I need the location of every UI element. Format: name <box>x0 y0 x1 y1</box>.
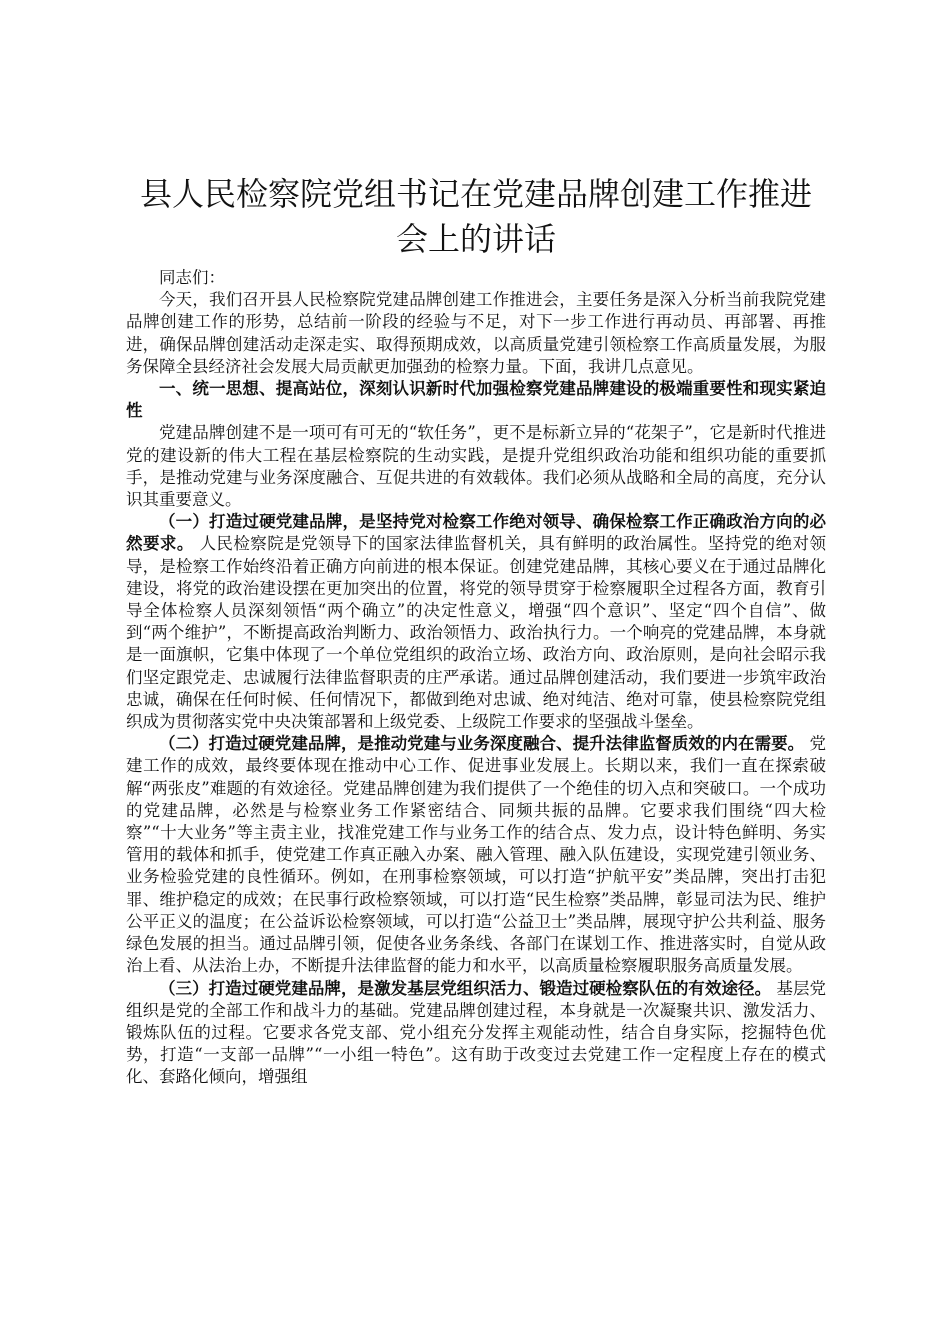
section-1-heading: 一、统一思想、提高站位，深刻认识新时代加强检察党建品牌建设的极端重要性和现实紧迫性 <box>126 379 826 421</box>
point-2-paragraph <box>126 733 826 977</box>
salutation: 同志们： <box>159 268 225 287</box>
document-title: 县人民检察院党组书记在党建品牌创建工作推进会上的讲话 <box>139 175 812 258</box>
point-1-lead: （一）打造过硬党建品牌，是坚持党对检察工作绝对领导、确保检察工作正确政治方向的必然要求。 <box>126 512 826 554</box>
point-2-lead: （二）打造过硬党建品牌，是推动党建与业务深度融合、提升法律监督质效的内在需要。 <box>159 734 805 754</box>
document-page <box>126 172 826 1089</box>
point-2-text: 党建工作的成效，最终要体现在推动中心工作、促进事业发展上。长期以来，我们一直在探索破解“两张皮”难题的有效途径。党建品牌创建为我们提供了一个绝佳的切入点和突破口。一个成功的党建品牌，必然是与检察业务工作紧密结合、同频共振的品牌。它要求我们围绕“四大检察”“十大业务”等主责主业，找准党建工作与业务工作的结合点、发力点，设计特色鲜明、务实管用的载体和抓手，使党建工作真正融入办案、融入管理、融入队伍建设，实现党建引领业务、业务检验党建的良性循环。例如，在刑事检察领域，可以打造“护航平安”类品牌，突出打击犯罪、维护稳定的成效；在民事行政检察领域，可以打造“民生检察”类品牌，彰显司法为民、维护公平正义的温度；在公益诉讼检察领域，可以打造“公益卫士”类品牌，展现守护公共利益、服务绿色发展的担当。通过品牌引领，促使各业务条线、各部门在谋划工作、推进落实时，自觉从政治上看、从法治上办，不断提升法律监督的能力和水平，以高质量检察履职服务高质量发展。 <box>126 734 827 976</box>
point-1-paragraph <box>126 511 826 733</box>
point-1-text: 人民检察院是党领导下的国家法律监督机关，具有鲜明的政治属性。坚持党的绝对领导，是检察工作始终沿着正确方向前进的根本保证。创建党建品牌，其核心要义在于通过品牌化建设，将党的政治建设摆在更加突出的位置，将党的领导贯穿于检察履职全过程各方面，教育引导全体检察人员深刻领悟“两个确立”的决定性意义，增强“四个意识”、坚定“四个自信”、做到“两个维护”，不断提高政治判断力、政治领悟力、政治执行力。一个响亮的党建品牌，本身就是一面旗帜，它集中体现了一个单位党组织的政治立场、政治方向、政治原则，是向社会昭示我们坚定跟党走、忠诚履行法律监督职责的庄严承诺。通过品牌创建活动，我们要进一步筑牢政治忠诚，确保在任何时候、任何情况下，都做到绝对忠诚、绝对纯洁、绝对可靠，使县检察院党组织成为贯彻落实党中央决策部署和上级党委、上级院工作要求的坚强战斗堡垒。 <box>126 534 826 732</box>
intro-paragraph: 今天，我们召开县人民检察院党建品牌创建工作推进会，主要任务是深入分析当前我院党建品牌创建工作的形势，总结前一阶段的经验与不足，对下一步工作进行再动员、再部署、再推进，确保品牌创建活动走深走实、取得预期成效，以高质量党建引领检察工作高质量发展，为服务保障全县经济社会发展大局贡献更加强劲的检察力量。下面，我讲几点意见。 <box>126 290 826 376</box>
point-3-text: 基层党组织是党的全部工作和战斗力的基础。党建品牌创建过程，本身就是一次凝聚共识、激发活力、锻炼队伍的过程。它要求各党支部、党小组充分发挥主观能动性，结合自身实际，挖掘特色优势，打造“一支部一品牌”“一小组一特色”。这有助于改变过去党建工作一定程度上存在的模式化、套路化倾向，增强组 <box>126 978 827 1087</box>
point-3-lead: （三）打造过硬党建品牌，是激发基层党组织活力、锻造过硬检察队伍的有效途径。 <box>159 978 772 998</box>
point-3-paragraph <box>126 978 826 1089</box>
section-1-body: 党建品牌创建不是一项可有可无的“软任务”，更不是标新立异的“花架子”，它是新时代推进党的建设新的伟大工程在基层检察院的生动实践，是提升党组织政治功能和组织功能的重要抓手，是推动党建与业务深度融合、互促共进的有效载体。我们必须从战略和全局的高度，充分认识其重要意义。 <box>126 423 826 510</box>
